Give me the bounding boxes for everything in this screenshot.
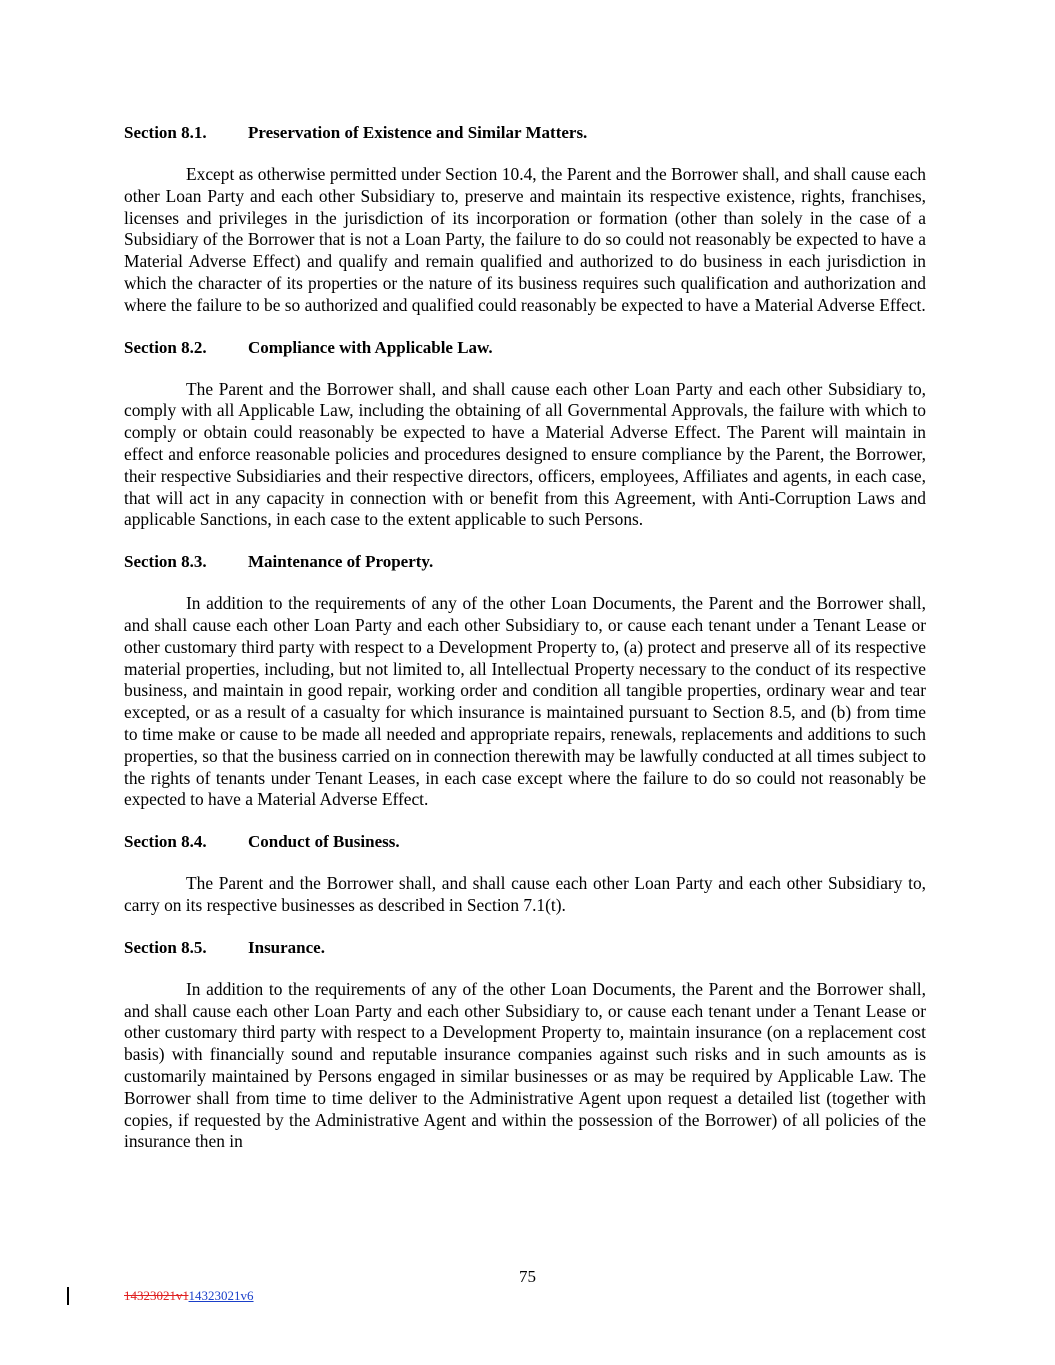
section-body: Except as otherwise permitted under Section 10.4, the Parent and the Borrower shall, and shall cause each other Loan Party and each other Subsidiary to, preserve and maintain its respective existence, rights, franchises, licenses and privileges in the jurisdiction of its incorporation or formation (other than solely in the case of a Subsidiary of the Borrower that is not a Loan Party, the failure to do so could not reasonably be expected to have a Material Adverse Effect) and qualify and remain qualified and authorized to do business in each jurisdiction in which the character of its properties or the nature of its business requires such qualification and authorization and where the failure to be so authorized and qualified could reasonably be expected to have a Material Adverse Effect. [124, 164, 926, 315]
section-heading [124, 337, 926, 359]
section-heading [124, 551, 926, 573]
section-number: Section 8.2. [124, 337, 207, 357]
section-title: Conduct of Business. [248, 832, 400, 852]
document-id-inserted: 14323021v6 [188, 1288, 254, 1303]
section-title: Maintenance of Property. [248, 552, 434, 572]
section-title: Insurance. [248, 937, 325, 957]
section-title: Preservation of Existence and Similar Matters. [248, 123, 588, 142]
section-heading [124, 122, 926, 144]
document-id [124, 1288, 254, 1304]
section-number: Section 8.5. [124, 937, 207, 957]
section-heading [124, 831, 926, 853]
document-id-deleted: 14323021v1 [124, 1288, 189, 1303]
section-body: The Parent and the Borrower shall, and shall cause each other Loan Party and each other Subsidiary to, carry on its respective businesses as described in Section 7.1(t). [124, 873, 926, 915]
section-number: Section 8.1. [124, 123, 207, 142]
document-page [124, 122, 926, 1173]
section-number: Section 8.3. [124, 552, 207, 572]
page-number: 75 [519, 1267, 536, 1286]
section-title: Compliance with Applicable Law. [248, 337, 493, 357]
section-body: In addition to the requirements of any of the other Loan Documents, the Parent and the Borrower shall, and shall cause each other Loan Party and each other Subsidiary to, or cause each tenant under a Tenant Lease or other customary third party with respect to a Development Property to, (a) protect and preserve all of its respective material properties, including, but not limited to, all Intellectual Property necessary to the conduct of its respective business, and maintain in good repair, working order and condition all tangible properties, ordinary wear and tear excepted, or as a result of a casualty for which insurance is maintained pursuant to Section 8.5, and (b) from time to time make or cause to be made all needed and appropriate repairs, renewals, replacements and additions to such properties, so that the business carried on in connection therewith may be lawfully conducted at all times subject to the rights of tenants under Tenant Leases, in each case except where the failure to do so could not reasonably be expected to have a Material Adverse Effect. [124, 593, 926, 810]
section-heading [124, 937, 926, 959]
section-body: In addition to the requirements of any of the other Loan Documents, the Parent and the Borrower shall, and shall cause each other Loan Party and each other Subsidiary to, or cause each tenant under a Tenant Lease or other customary third party with respect to a Development Property to, maintain insurance (on a replacement cost basis) with financially sound and reputable insurance companies against such risks and in such amounts as is customarily maintained by Persons engaged in similar businesses or as may be required by Applicable Law. The Borrower shall from time to time deliver to the Administrative Agent upon request a detailed list (together with copies, if requested by the Administrative Agent and within the possession of the Borrower) of all policies of the insurance then in [124, 978, 926, 1152]
section-number: Section 8.4. [124, 832, 207, 852]
revision-change-bar [67, 1287, 69, 1305]
section-body: The Parent and the Borrower shall, and shall cause each other Loan Party and each other Subsidiary to, comply with all Applicable Law, including the obtaining of all Governmental Approvals, the failure with which to comply or obtain could reasonably be expected to have a Material Adverse Effect. The Parent will maintain in effect and enforce reasonable policies and procedures designed to ensure compliance by the Parent, the Borrower, their respective Subsidiaries and their respective directors, officers, employees, Affiliates and agents, in each case, that will act in any capacity in connection with or benefit from this Agreement, with Anti-Corruption Laws and applicable Sanctions, in each case to the extent applicable to such Persons. [124, 378, 926, 530]
